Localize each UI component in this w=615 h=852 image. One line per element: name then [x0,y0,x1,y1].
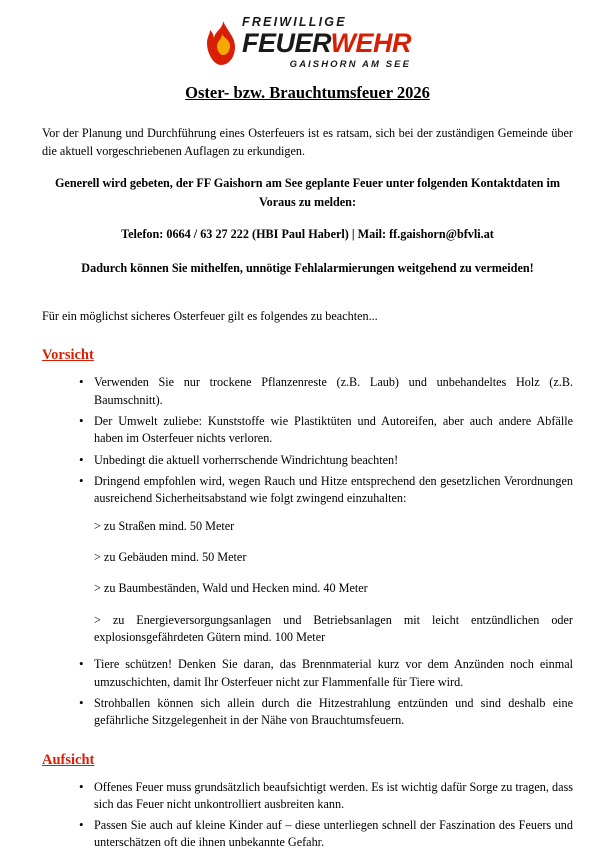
distance-item: > zu Straßen mind. 50 Meter [94,518,235,533]
distance-item: > zu Baumbeständen, Wald und Hecken mind. 40 Meter [94,581,368,596]
list-item: • Strohballen können sich allein durch die Hitzestrahlung entzünden und sind deshalb eine gefährliche Sitzgelegenheit in der Nähe von Brauchtumsfeuern. [94,695,573,730]
section-heading-vorsicht: Vorsicht [42,347,94,364]
aufsicht-list [42,779,573,852]
intro-paragraph: Vor der Planung und Durchführung eines Osterfeuers ist es ratsam, sich bei der zuständigen Gemeinde über die aktuell vorgeschriebenen Auflagen zu erkundigen. [42,126,573,158]
brigade-logo [204,16,411,69]
logo-line-freiwillige: FREIWILLIGE [241,15,347,29]
lead-in-paragraph: Für ein möglichst sicheres Osterfeuer gilt es folgendes zu beachten... [42,308,378,323]
list-item: • Tiere schützen! Denken Sie daran, das Brennmaterial kurz vor dem Anzünden noch einmal umzuschichten, damit Ihr Osterfeuer nicht zur Flammenfalle für Tiere wird. [94,656,573,691]
flame-icon [204,20,238,66]
logo-feuer: FEUER [241,27,331,58]
page-title: Oster- bzw. Brauchtumsfeuer 2026 [185,83,430,102]
vorsicht-list-continued [42,656,573,729]
list-item: • Der Umwelt zuliebe: Kunststoffe wie Plastiktüten und Autoreifen, aber auch andere Abfälle haben im Osterfeuer nichts verloren. [94,413,573,448]
contact-line: Telefon: 0664 / 63 27 222 (HBI Paul Haberl) | Mail: ff.gaishorn@bfvli.at [121,226,494,241]
list-item: • Offenes Feuer muss grundsätzlich beaufsichtigt werden. Es ist wichtig dafür Sorge zu tragen, dass sich das Feuer nicht unkontrolliert ausbreiten kann. [94,779,573,814]
spacer [42,292,573,308]
list-item: • Unbedingt die aktuell vorherrschende Windrichtung beachten! [94,452,573,469]
list-item: • Dringend empfohlen wird, wegen Rauch und Hitze entsprechend den gesetzlichen Verordnungen ausreichend Sicherheitsabstand wie folgt zwingend einzuhalten: [94,473,573,508]
distance-item: > zu Gebäuden mind. 50 Meter [94,549,247,564]
list-item: • Verwenden Sie nur trockene Pflanzenreste (z.B. Laub) und unbehandeltes Holz (z.B. Baumschnitt). [94,374,573,409]
benefit-line: Dadurch können Sie mithelfen, unnötige Fehlalarmierungen weitgehend zu vermeiden! [81,261,534,276]
logo-header [42,16,573,69]
logo-line-location: GAISHORN AM SEE [289,58,412,70]
distance-requirements [42,518,573,647]
request-paragraph: Generell wird gebeten, der FF Gaishorn am See geplante Feuer unter folgenden Kontaktdaten im Voraus zu melden: [54,176,561,209]
list-item: • Passen Sie auch auf kleine Kinder auf – diese unterliegen schnell der Faszination des Feuers und unterschätzen oft die ihnen unbekannte Gefahr. [94,817,573,852]
logo-wordmark [242,16,411,69]
logo-wehr: WEHR [330,27,412,58]
section-heading-aufsicht: Aufsicht [42,751,95,768]
vorsicht-list [42,374,573,507]
logo-line-feuerwehr [241,27,412,58]
distance-item: > zu Energieversorgungsanlagen und Betriebsanlagen mit leicht entzündlichen oder explosionsgefährdeten Gütern mind. 100 Meter [94,612,573,644]
